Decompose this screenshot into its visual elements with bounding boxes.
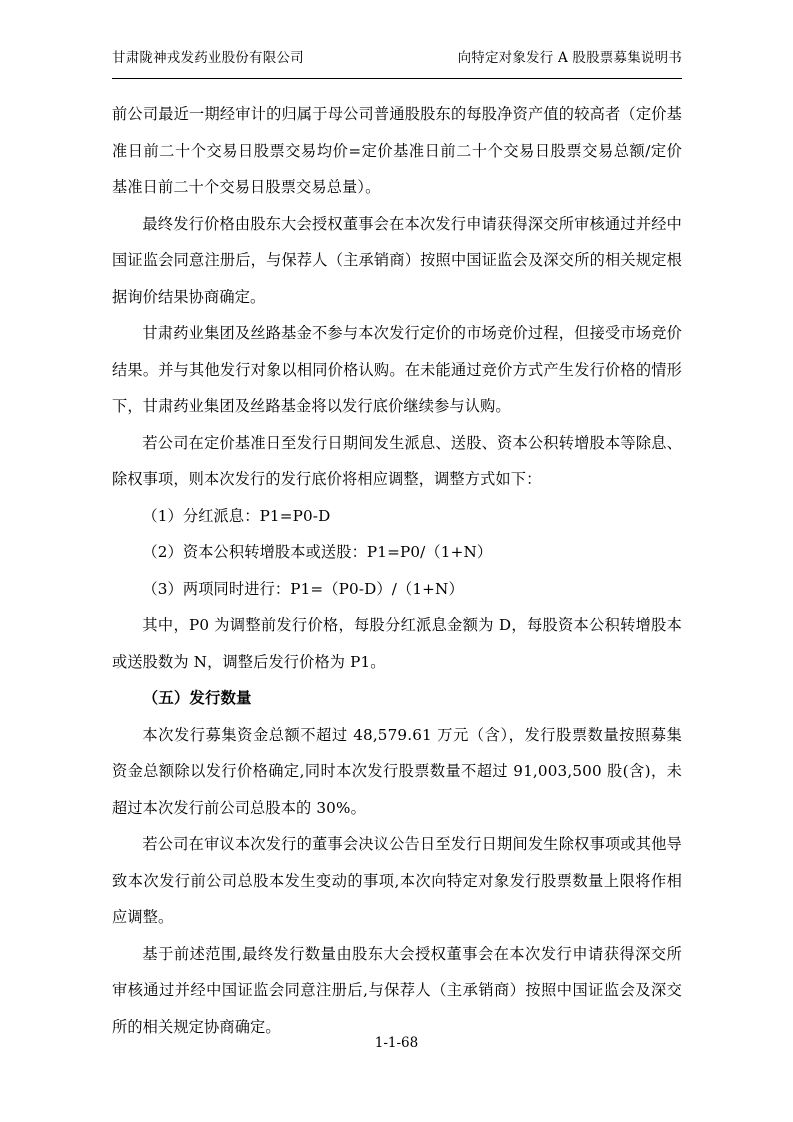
list-item-capitalization: （2）资本公积转增股本或送股：P1=P0/（1+N）	[142, 543, 493, 561]
paragraph-adjustment-intro: 若公司在定价基准日至发行日期间发生派息、送股、资本公积转增股本等除息、除权事项，则本次发行的发行底价将相应调整，调整方式如下：	[112, 433, 682, 488]
paragraph-continuation: 前公司最近一期经审计的归属于母公司普通股股东的每股净资产值的较高者（定价基准日前二十个交易日股票交易均价=定价基准日前二十个交易日股票交易总额/定价基准日前二十个交易日股票交易总量）。	[112, 105, 682, 196]
list-item-dividend: （1）分红派息：P1=P0-D	[142, 506, 331, 525]
header-divider	[112, 78, 682, 79]
document-body	[112, 96, 682, 1045]
page-header	[112, 46, 682, 66]
header-document-title: 向特定对象发行 A 股股票募集说明书	[457, 50, 682, 66]
header-company-name: 甘肃陇神戎发药业股份有限公司	[112, 50, 304, 66]
page-number: 1-1-68	[374, 1035, 419, 1051]
paragraph-share-adjustment: 若公司在审议本次发行的董事会决议公告日至发行日期间发生除权事项或其他导致本次发行前公司总股本发生变动的事项,本次向特定对象发行股票数量上限将作相应调整。	[112, 835, 682, 926]
paragraph-variable-definitions: 其中，P0 为调整前发行价格，每股分红派息金额为 D，每股资本公积转增股本或送股数为 N，调整后发行价格为 P1。	[112, 616, 682, 671]
paragraph-fund-total: 本次发行募集资金总额不超过 48,579.61 万元（含），发行股票数量按照募集资金总额除以发行价格确定,同时本次发行股票数量不超过 91,003,500 股(含)，未超过本次发行前公司总股本的 30%。	[112, 725, 682, 817]
paragraph-bidding: 甘肃药业集团及丝路基金不参与本次发行定价的市场竞价过程，但接受市场竞价结果。并与其他发行对象以相同价格认购。在未能通过竞价方式产生发行价格的情形下，甘肃药业集团及丝路基金将以发行底价继续参与认购。	[112, 324, 682, 415]
list-item-both: （3）两项同时进行：P1=（P0-D）/（1+N）	[142, 579, 464, 598]
page-footer	[0, 1035, 793, 1051]
paragraph-final-quantity: 基于前述范围,最终发行数量由股东大会授权董事会在本次发行申请获得深交所审核通过并经中国证监会同意注册后,与保荐人（主承销商）按照中国证监会及深交所的相关规定协商确定。	[112, 944, 682, 1036]
paragraph-final-price: 最终发行价格由股东大会授权董事会在本次发行申请获得深交所审核通过并经中国证监会同意注册后，与保荐人（主承销商）按照中国证监会及深交所的相关规定根据询价结果协商确定。	[112, 214, 682, 306]
section-heading-issue-quantity: （五）发行数量	[142, 689, 252, 707]
